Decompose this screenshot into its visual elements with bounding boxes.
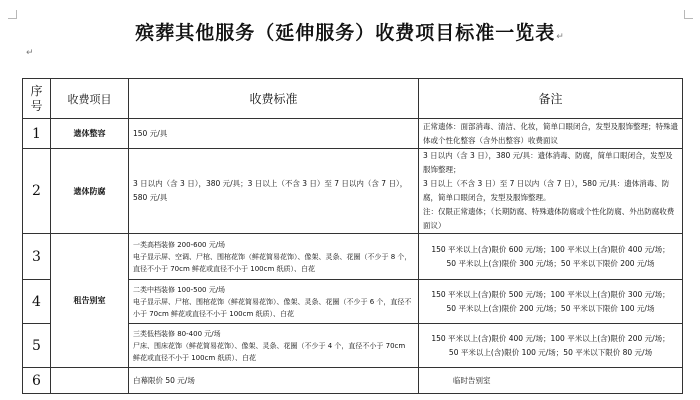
row-note: 临时告别室 xyxy=(419,368,683,394)
row-standard: 3 日以内（含 3 日），380 元/具；3 日以上（不含 3 日）至 7 日以内（含 7 日），580 元/具 xyxy=(129,149,419,234)
table-row xyxy=(23,149,683,234)
row-number: 2 xyxy=(23,149,51,234)
page-title-text: 殡葬其他服务（延伸服务）收费项目标准一览表 xyxy=(135,22,556,44)
header-seq-no: 序 号 xyxy=(23,79,51,119)
header-remarks: 备注 xyxy=(419,79,683,119)
row-note: 150 平米以上(含)限价 400 元/场；100 平米以上(含)限价 200 元/场； 50 平米以上(含)限价 100 元/场；50 平米以下限价 80 元/场 xyxy=(419,324,683,368)
row-item-empty xyxy=(51,368,129,394)
row-item: 遗体整容 xyxy=(51,119,129,149)
row-item-merged: 租告别室 xyxy=(51,234,129,368)
table-row xyxy=(23,368,683,394)
row-number: 5 xyxy=(23,324,51,368)
row-note: 150 平米以上(含)限价 500 元/场；100 平米以上(含)限价 300 元/场； 50 平米以上(含)限价 200 元/场；50 平米以下限价 100 元/场 xyxy=(419,280,683,324)
row-number: 3 xyxy=(23,234,51,280)
row-standard: 白幕限价 50 元/场 xyxy=(129,368,419,394)
row-item: 遗体防腐 xyxy=(51,149,129,234)
row-number: 4 xyxy=(23,280,51,324)
row-number: 6 xyxy=(23,368,51,394)
paragraph-mark-icon: ↵ xyxy=(26,48,34,58)
paragraph-mark-icon: ↵ xyxy=(556,32,565,42)
header-fee-item: 收费项目 xyxy=(51,79,129,119)
table-row xyxy=(23,234,683,280)
row-note: 正常遗体：面部消毒、清洁、化妆，简单口眼闭合，发型及服饰整理；特殊遗体或个性化整容（含外出整容）收费面议 xyxy=(419,119,683,149)
fee-table xyxy=(22,78,683,394)
header-fee-standard: 收费标准 xyxy=(129,79,419,119)
table-header-row xyxy=(23,79,683,119)
table-row xyxy=(23,119,683,149)
row-standard: 三类低档装修 80-400 元/场 尸床、围床花饰（鲜花简易花饰）、像架、灵条、花圈（不少于 4 个，直径不小于 70cm 鲜花或直径不小于 100cm 纸质）、白花 xyxy=(129,324,419,368)
page-title xyxy=(0,18,700,45)
row-standard: 二类中档装修 100-500 元/场 电子显示屏、尸棺、围棺花饰（鲜花简易花饰）、像架、灵条、花圈（不少于 6 个，直径不小于 70cm 鲜花或直径不小于 100cm 纸质）、白花 xyxy=(129,280,419,324)
row-standard: 一类高档装修 200-600 元/场 电子显示屏、空调、尸棺、围棺花饰（鲜花简易花饰）、像架、灵条、花圈（不少于 8 个，直径不小于 70cm 鲜花或直径不小于 100cm 纸质）、白花 xyxy=(129,234,419,280)
row-number: 1 xyxy=(23,119,51,149)
row-note: 150 平米以上(含)限价 600 元/场；100 平米以上(含)限价 400 元/场； 50 平米以上(含)限价 300 元/场；50 平米以下限价 200 元/场 xyxy=(419,234,683,280)
row-standard: 150 元/具 xyxy=(129,119,419,149)
row-note: 3 日以内（含 3 日），380 元/具：遗体消毒、防腐，简单口眼闭合，发型及服饰整理； 3 日以上（不含 3 日）至 7 日以内（含 7 日），580 元/具：遗体消毒、防腐，简单口眼闭合，发型及服饰整理。 注：仅限正常遗体；（长期防腐、特殊遗体防腐或个性化防腐、外出防腐收费面议） xyxy=(419,149,683,234)
